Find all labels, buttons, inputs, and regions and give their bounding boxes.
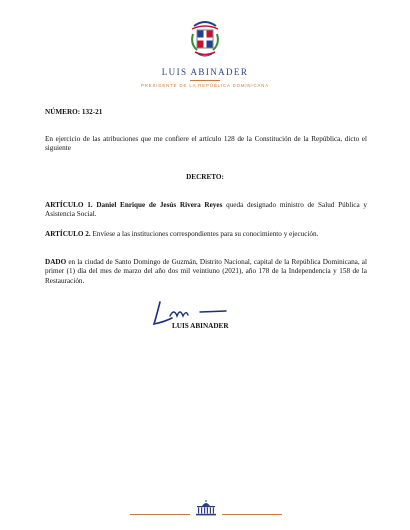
dado-label: DADO	[45, 258, 67, 266]
header-divider	[190, 80, 220, 81]
article-1-appointee: Daniel Enrique de Jesús Rivera Reyes	[96, 201, 223, 209]
article-1-text: queda designado ministro de Salud Pública y Asistencia Social.	[45, 201, 368, 219]
article-2	[45, 230, 367, 239]
footer-line-left	[130, 514, 190, 515]
dado-text: en la ciudad de Santo Domingo de Guzmán, Distrito Nacional, capital de la República Dominicana, al primer (1) día del mes de marzo del año dos mil veintiuno (2021), año 178 de la Independencia y 158 de la Restauración.	[45, 258, 367, 285]
coat-of-arms-icon	[189, 20, 221, 58]
intro-paragraph: En ejercicio de las atribuciones que me confiere el artículo 128 de la Constitución de la República, dicto el siguiente	[45, 135, 367, 153]
article-2-label: ARTÍCULO 2.	[45, 230, 91, 238]
decree-number: NÚMERO: 132-21	[45, 108, 103, 116]
article-1	[45, 201, 367, 220]
header-president-name: LUIS ABINADER	[161, 67, 249, 77]
decree-title: DECRETO:	[186, 173, 224, 181]
article-1-label: ARTÍCULO 1.	[45, 201, 93, 209]
dado-paragraph	[45, 258, 367, 286]
signature-name: LUIS ABINADER	[172, 322, 229, 330]
article-2-text: Envíese a las instituciones correspondientes para su conocimiento y ejecución.	[90, 230, 319, 238]
palace-emblem-icon	[194, 500, 218, 516]
header-subtitle: PRESIDENTE DE LA REPÚBLICA DOMINICANA	[140, 83, 270, 88]
footer-line-right	[222, 514, 282, 515]
